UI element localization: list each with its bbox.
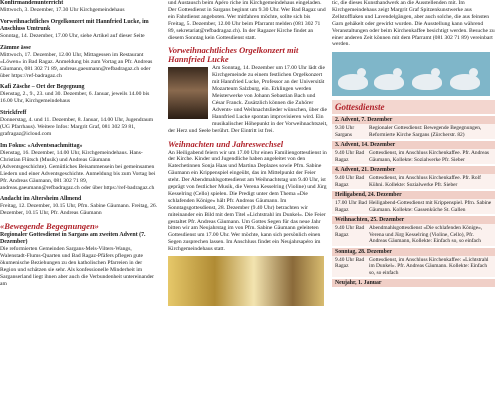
concert-body: Am Sonntag, 14. Dezember um 17.00 Uhr lädt die Kirchgemeinde zu einem festlichen Orgelkonzert mit Hannfried Lucke, Professor an der Universität Mozarteum Salzburg, ein. Erklingen werden Meisterwerke von Johann Sebastian Bach und César Franck. Zusätzlich können die Zuhörer Advents- und Weihnachtslieder wünschen, über die Hannfried Lucke spontan improvisieren wird. Ein musikalischer Höhepunkt in der Vorweihnachtszeit, der Herz und Seele berührt. Der Eintritt ist frei. [168, 65, 328, 134]
service-day-heading: 3. Advent, 14. Dezember [332, 141, 495, 149]
event-heading: Strickfreff [0, 110, 27, 117]
feature-body: Die reformierten Gemeinden Sargans-Mels-Vilters-Wangs, Walenstadt-Flums-Quarten und Bad Ragaz-Pfäfers pflegen gute ökumenische Beziehungen zu den katholischen Pfarreien in der Region und schätzen sie sehr. Als konfessionelle Minderheit im Sarganserland liegt ihnen aber auch die Verbundenheit untereinander am [0, 246, 155, 287]
column-left [0, 0, 158, 400]
event-list [0, 0, 158, 217]
event-item [0, 196, 158, 217]
service-row [332, 256, 495, 278]
column-right [332, 0, 495, 400]
service-day-heading: Weihnachten, 25. Dezember [332, 216, 495, 224]
service-day-heading: Sonntag, 28. Dezember [332, 248, 495, 256]
event-item [0, 45, 158, 80]
event-heading: Andacht im Altersheim Allmend [0, 196, 82, 203]
event-body: Dienstag, 16. Dezember, 14.00 Uhr, Kirchgemeindehaus. Hans-Christian Flütsch (Musik) und Andreas Gäumann (Adventsgeschichte). Gemütliches Beisammensein bei gemeinsamen Liedern und einer Adventsgeschichte. Anmeldung bis zum Vortag bei Pfr. Andreas Gäumann, 081 302 71 89, andreas.gaeumann@refbadragaz.ch oder über https://ref-badragaz.ch [0, 149, 156, 191]
feature-title: «Bewegende Begegnungen» [0, 221, 99, 232]
service-row [332, 224, 495, 246]
event-item [0, 0, 158, 14]
service-row [332, 124, 495, 139]
event-heading: Im Fokus: «Adventsnachmittag» [0, 142, 83, 149]
service-description: Gottesdienst, im Anschluss Kirchenkaffee. Pfr. Andreas Gäumann, Kollekte: Sozialwerke Pfr. Sieber [369, 150, 489, 163]
event-heading: Vorweihnachtliches Orgelkonzert mit Hannfried Lucke, im Anschluss Umtrunk [0, 18, 149, 32]
event-item [0, 19, 158, 40]
event-item [0, 84, 158, 105]
event-heading: Zämme ässe [0, 44, 31, 51]
service-row [332, 174, 495, 189]
nativity-photo [168, 256, 324, 306]
service-day-heading: 4. Advent, 21. Dezember [332, 166, 495, 174]
event-item [0, 110, 158, 138]
services-table [332, 116, 495, 287]
service-description: Gottesdienst, im Anschluss Kirchenkaffee: «Lichtstrahl im Dunkel». Pfr. Andreas Gäumann. Kollekte: Einfach so, so einfach [369, 256, 489, 276]
service-time-place: 9.40 Uhr Bad Ragaz [335, 256, 365, 270]
feature-subtitle: Regionaler Gottesdienst in Sargans am zweiten Advent (7. Dezember) [0, 232, 146, 246]
service-time-place: 17.00 Uhr Bad Ragaz [335, 200, 367, 213]
service-description: Heiligabend-Gottesdienst mit Krippenspiel. Pfrn. Sabine Gäumann. Kollekte: Gassenküche St. Gallen [369, 200, 492, 213]
service-time-place: 9.40 Uhr Bad Ragaz [335, 150, 365, 163]
concert-heading: Vorweihnachtliches Orgelkonzert mit Hannfried Lucke [168, 45, 299, 65]
lace-ducks-photo [332, 52, 490, 96]
organist-photo [168, 67, 208, 119]
service-time-place: 9.30 Uhr Sargans [335, 125, 355, 138]
service-description: Abendmahlsgottesdienst «Die schlafenden Könige», Verena und Jürg Kesselring (Violine, Cello), Pfr. Andreas Gäumann, Kollekte: Einfach so, so einfach [369, 225, 483, 245]
service-row [332, 199, 495, 214]
event-body: Dienstag, 2., 9., 23. und 30. Dezember, 6. Januar, jeweils 14.00 bis 16.00 Uhr, Kirchgemeindehaus [0, 91, 150, 105]
service-description: Regionaler Gottesdienst: Bewegende Begegnungen, Reformierte Kirche Sargans (Zürcherstr. 82) [369, 125, 482, 138]
event-body: Mittwoch, 3. Dezember, 17.30 Uhr Kirchgemeindehaus [0, 7, 125, 13]
event-body: Sonntag, 14. Dezember, 17.00 Uhr, siehe Artikel auf dieser Seite [0, 32, 145, 39]
services-title: Gottesdienste [332, 100, 495, 114]
service-row [332, 149, 495, 164]
service-time-place: 9.40 Uhr Bad Ragaz [335, 225, 365, 238]
event-heading: Kafi Zäsche – Ort der Begegnung [0, 84, 85, 91]
service-time-place: 9.40 Uhr Bad Ragaz [335, 175, 365, 188]
event-item [0, 143, 158, 191]
service-description: Gottesdienst, im Anschluss Kirchenkaffee. Pfr. Rolf Kühni. Kollekte: Sozialwerke Pfr. Sieber [369, 175, 481, 188]
event-body: Freitag, 12. Dezember, 10.15 Uhr, Pfrn. Sabine Gäumann. Freitag, 26. Dezember, 10.15 Uhr, Pfr. Andreas Gäumann [0, 203, 158, 217]
exhibition-intro: tic, die dieses Kunsthandwerk an die Ausstellenden mit. Im Kirchgemeindehaus zeigt Margrit Graf Spitzenkunstwerke aus Zellstofflaken und Lavendelgängen, aber auch solche, die aus feinsten Garn gehäkelt oder gewirkt wurden. Die Ausstellung kann während Veranstaltungen oder beim Kirchenkaffee besichtigt werden. Besuche zu einer anderen Zeit können mit dem Pfarramt (081 302 71 89) vereinbart werden. [332, 0, 495, 48]
christmas-body: An Heiligabend feiern wir um 17.00 Uhr einen Familiengottesdienst in der Kirche. Kinder und Jugendliche haben angeleitet von den Katechetinnen Sonja Haas und Martina Deplazes sowie Pfrn. Sabine Gäumann ein Krippenspiel eingeübt, das im Mittelpunkt der Feier steht. Der Abendmahlsgottesdienst am Weihnachtstag um 9.40 Uhr, ist geprägt von festlicher Musik, die Verena Kesselring (Violine) und Jürg Kesselring (Cello) spielen. Die Predigt unter dem Thema «Die schlafenden Könige» hält Pfr. Andreas Gäumann. Im Sonntagsgottesdienst, 28. Dezember (9.40 Uhr) betrachten wir miteinander ein Bild mit dem Titel «Lichtstrahl im Dunkel». Die Feier gestaltet Pfr. Andreas Gäumann. Um Gottes Segen für das neue Jahr bitten wir am Neujahrstag im von Pfrn. Sabine Gäumann geleiteten Gottesdienst um 17.00 Uhr. Wer möchte, kann sich persönlich einen Segen zusprechen lassen. Im Anschluss findet ein Neujahrsapéro im Kirchgemeindehaus statt. [168, 149, 327, 253]
service-day-heading: Neujahr, 1. Januar [332, 279, 495, 287]
event-body: Donnerstag, 4. und 11. Dezember, 8. Januar, 14.00 Uhr, Jugendraum (UG Pfarrhaus). Weitere Infos: Margrit Graf, 081 302 59 81, grafragaz@icloud.com [0, 117, 154, 138]
service-day-heading: 2. Advent, 7. Dezember [332, 116, 495, 124]
column-middle [168, 0, 328, 400]
service-day-heading: Heiligabend, 24. Dezember [332, 191, 495, 199]
sargans-intro: und Austausch beim Apéro riche im Kirchgemeindehaus eingeladen. Der Gottesdienst in Sargans beginnt um 9.30 Uhr. Wer Bad Ragaz und ein Fahrdienst angeboten. Wer mitfahren möchte, sollte sich bis Freitag, 5. Dezember, 12.00 Uhr beim Pfarramt melden (081 302 71 89, sekretariat@refbadragaz.ch). In der Ragazer Kirche findet an diesem Sonntag kein Gottesdienst statt. [168, 0, 326, 41]
christmas-heading: Weihnachten und Jahreswechsel [168, 138, 284, 149]
event-body: Mittwoch, 17. Dezember, 12.00 Uhr, Mittagessen im Restaurant «Löwen» in Bad Ragaz. Anmeldung bis zum Vortag an Pfr. Andreas Gäumann, 081 302 71 89, andreas.gaeumann@refbadragaz.ch oder über https://ref-badragaz.ch [0, 51, 153, 79]
event-heading: Konfirmandenunterricht [0, 0, 64, 6]
